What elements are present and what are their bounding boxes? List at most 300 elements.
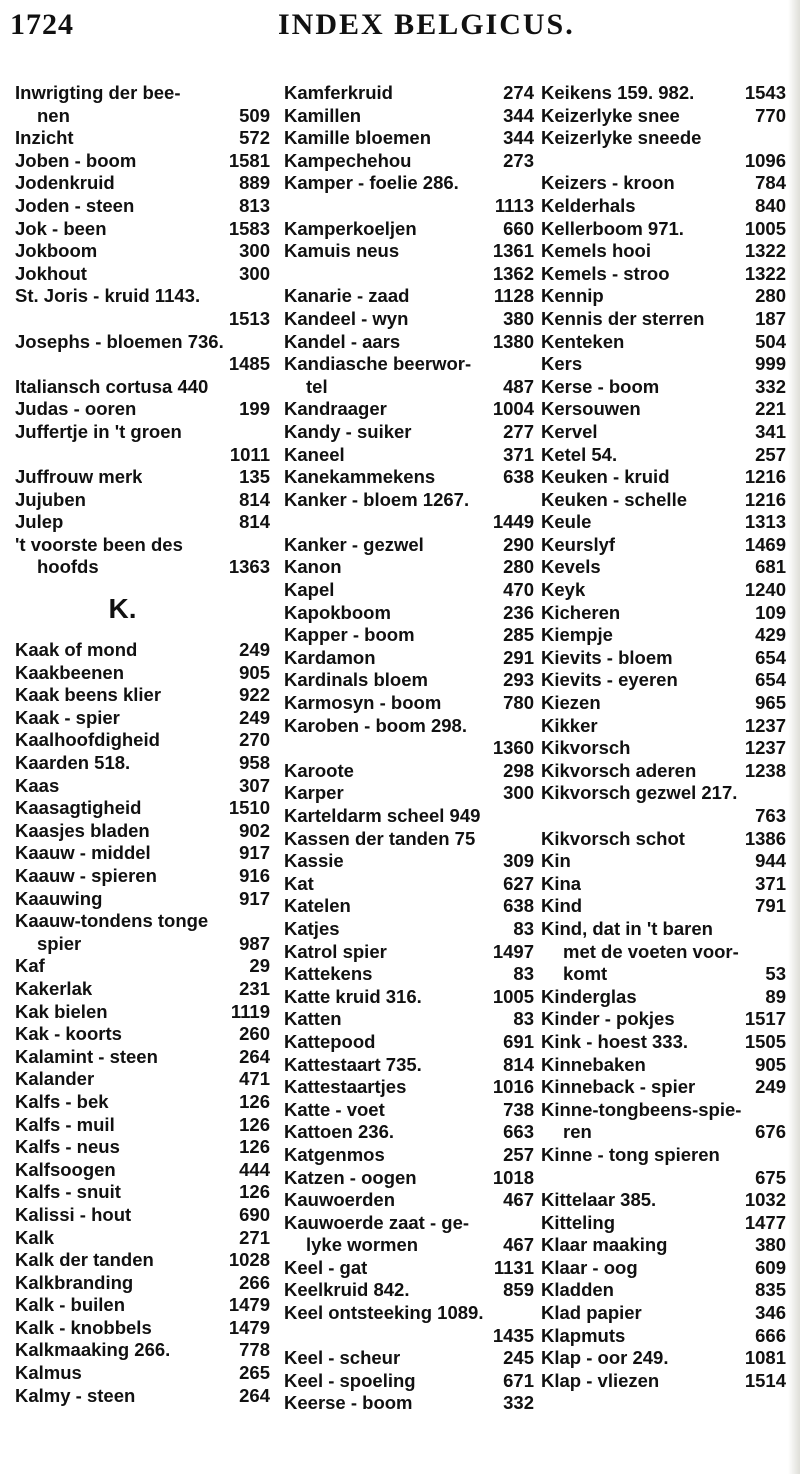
index-entry [541,918,786,941]
index-entry [541,1257,786,1280]
entry-page-ref: 307 [239,774,270,796]
entry-page-ref: 109 [755,601,786,623]
index-entry [284,105,534,128]
entry-page-ref: 89 [765,985,786,1007]
entry-term: Jokboom [15,240,98,262]
index-entry [15,376,270,399]
entry-term: Kittelaar 385. [541,1189,657,1211]
index-entry [284,986,534,1009]
entry-term: Judas - ooren [15,398,137,420]
entry-page-ref: 260 [239,1023,270,1045]
entry-term: Keel ontsteeking 1089. [284,1302,484,1324]
entry-term: Kampechehou [284,149,412,171]
entry-page-ref: 344 [503,127,534,149]
index-entry [541,534,786,557]
entry-page-ref: 245 [503,1347,534,1369]
index-entry [284,534,534,557]
entry-page-ref: 298 [503,759,534,781]
index-entry [15,1294,270,1317]
entry-term: Kaauw-tondens tonge [15,910,209,932]
index-entry [15,1159,270,1182]
entry-page-ref: 835 [755,1279,786,1301]
entry-term: Karoote [284,759,354,781]
section-heading: K. [108,592,137,624]
entry-page-ref: 691 [503,1030,534,1052]
entry-page-ref: 290 [503,533,534,555]
entry-term: Kandel - aars [284,330,401,352]
entry-page-ref: 371 [503,443,534,465]
entry-page-ref: 83 [513,963,534,985]
entry-term: Kalk - knobbels [15,1316,152,1338]
index-entry [15,888,270,911]
entry-term: Keizerlyke sneede [541,127,702,149]
page-edge-shadow [788,0,800,1474]
entry-term: Kassie [284,850,344,872]
entry-page-ref: 1543 [744,82,786,103]
entry-term: Keelkruid 842. [284,1279,410,1301]
entry-page-ref: 654 [755,646,786,668]
entry-term: Kaauw - spieren [15,865,157,886]
index-entry [284,1121,534,1144]
entry-page-ref: 1237 [744,714,786,736]
entry-term: Kaasagtigheid [15,797,142,819]
entry-term: Karper [284,782,344,804]
index-entry [541,737,786,760]
entry-page-ref: 504 [755,330,786,352]
index-entry [15,150,270,173]
entry-page-ref: 300 [503,782,534,804]
entry-page-ref: 889 [239,172,270,194]
index-entry [284,150,534,173]
entry-term: Kalmus [15,1362,82,1384]
index-entry [541,986,786,1009]
entry-page-ref: 917 [239,842,270,864]
index-entry [541,760,786,783]
entry-term: Kinne - tong spieren [541,1143,720,1165]
entry-page-ref: 1435 [492,1324,534,1346]
entry-page-ref: 346 [755,1302,786,1324]
entry-term: Keuken - kruid [541,466,670,488]
entry-term: Katrol spier [284,940,387,962]
index-entry [284,1392,534,1415]
entry-page-ref: 509 [239,104,270,126]
index-entry [284,263,534,286]
entry-term: Kiempje [541,624,613,646]
index-entry [284,828,534,851]
index-column-2 [284,82,534,1415]
entry-term: Kattekens [284,963,373,985]
index-entry [284,963,534,986]
index-entry [15,1114,270,1137]
entry-term: Kervel [541,420,598,442]
entry-term: Kanon [284,556,342,578]
entry-term: Kind [541,895,583,917]
entry-term: Kellerboom 971. [541,217,684,239]
entry-term: Klaar maaking [541,1234,668,1256]
entry-page-ref: 813 [239,194,270,216]
entry-page-ref: 249 [239,706,270,728]
entry-page-ref: 1514 [744,1369,786,1391]
entry-page-ref: 965 [755,692,786,714]
index-entry [15,1091,270,1114]
index-entry [541,1325,786,1348]
entry-page-ref: 380 [755,1234,786,1256]
index-entry [15,639,270,662]
index-column-1 [15,82,270,1407]
entry-page-ref: 905 [239,661,270,683]
entry-term: Inzicht [15,127,74,149]
index-entry [15,1385,270,1408]
index-entry [15,398,270,421]
index-column-3 [541,82,786,1392]
index-entry [541,353,786,376]
index-entry [284,647,534,670]
index-entry [541,331,786,354]
index-entry [15,1181,270,1204]
entry-page-ref: 467 [503,1189,534,1211]
entry-page-ref: 444 [239,1158,270,1180]
entry-term: Kat [284,872,314,894]
index-entry [541,715,786,738]
index-entry [541,263,786,286]
entry-term: Karteldarm scheel 949 [284,805,481,826]
index-entry [541,1167,786,1190]
entry-term: Karoben - boom 298. [284,714,467,736]
entry-page-ref: 944 [755,850,786,872]
entry-term: Karmosyn - boom [284,692,442,714]
entry-term: nen [37,104,70,126]
entry-term: Kevels [541,556,601,578]
entry-term: Klapmuts [541,1324,626,1346]
entry-term: Keule [541,511,592,533]
entry-term: Keikens 159. 982. [541,82,695,103]
entry-page-ref: 300 [239,240,270,262]
entry-term: Kak - koorts [15,1023,122,1045]
entry-page-ref: 309 [503,850,534,872]
entry-term: Katzen - oogen [284,1166,417,1188]
entry-term: Kin [541,850,571,872]
entry-term: Kikvorsch aderen [541,759,697,781]
entry-term: Katte - voet [284,1098,385,1120]
index-entry [15,331,270,354]
entry-page-ref: 627 [503,872,534,894]
entry-page-ref: 126 [239,1113,270,1135]
index-entry [541,376,786,399]
entry-page-ref: 1032 [744,1189,786,1211]
entry-page-ref: 332 [503,1392,534,1414]
entry-term: met de voeten voor- [563,940,739,962]
index-entry [541,579,786,602]
entry-page-ref: 249 [755,1076,786,1098]
entry-term: Kennis der sterren [541,307,705,329]
entry-page-ref: 126 [239,1136,270,1158]
entry-page-ref: 285 [503,624,534,646]
index-entry [15,489,270,512]
entry-term: Kinnebaken [541,1053,646,1075]
entry-term: Kakerlak [15,977,93,999]
entry-term: Kaakbeenen [15,661,124,683]
entry-page-ref: 1081 [744,1347,786,1369]
index-entry [15,1339,270,1362]
entry-term: Kattestaart 735. [284,1053,422,1075]
entry-page-ref: 280 [503,556,534,578]
entry-term: Kamille bloemen [284,127,432,149]
entry-term: Katjes [284,917,340,939]
entry-term: Kaarden 518. [15,752,131,774]
entry-page-ref: 784 [755,172,786,194]
index-entry [15,105,270,128]
index-entry [541,1099,786,1122]
entry-page-ref: 1119 [230,1000,270,1022]
index-entry [284,579,534,602]
index-entry [15,556,270,579]
entry-page-ref: 380 [503,307,534,329]
index-entry [541,127,786,150]
entry-term: Klad papier [541,1302,642,1324]
index-entry [284,398,534,421]
index-entry [541,398,786,421]
index-entry [541,172,786,195]
entry-page-ref: 29 [249,955,270,977]
index-entry [541,805,786,828]
index-entry [541,1054,786,1077]
index-entry [15,752,270,775]
index-entry [541,421,786,444]
index-entry [541,1008,786,1031]
entry-term: Kamuis neus [284,240,400,262]
index-entry [541,692,786,715]
entry-page-ref: 1380 [492,330,534,352]
entry-page-ref: 53 [765,963,786,985]
entry-page-ref: 1237 [744,737,786,759]
index-entry [541,782,786,805]
entry-page-ref: 1028 [228,1249,270,1271]
entry-page-ref: 814 [503,1053,534,1075]
entry-page-ref: 1362 [492,262,534,284]
entry-term: Kauwoerde zaat - ge- [284,1211,470,1233]
index-entry [541,850,786,873]
entry-term: Kak bielen [15,1000,108,1022]
entry-term: Kalk [15,1226,55,1248]
entry-term: Kladden [541,1279,614,1301]
index-entry [284,737,534,760]
index-entry [15,195,270,218]
entry-page-ref: 666 [755,1324,786,1346]
index-entry [284,1008,534,1031]
index-entry [541,1212,786,1235]
index-entry [284,489,534,512]
entry-term: 't voorste been des [15,533,183,555]
entry-term: Julep [15,511,64,533]
index-entry [284,376,534,399]
entry-term: Kievits - eyeren [541,669,678,691]
entry-page-ref: 1510 [228,797,270,819]
entry-term: Katte kruid 316. [284,985,422,1007]
entry-term: Kaf [15,955,45,977]
entry-term: ren [563,1121,592,1143]
entry-term: Kers [541,353,583,375]
page-number: 1724 [10,8,74,41]
entry-page-ref: 83 [513,917,534,939]
index-entry [284,1076,534,1099]
index-entry [284,218,534,241]
index-entry [15,308,270,331]
index-entry [541,941,786,964]
entry-term: Kikvorsch schot [541,827,685,849]
entry-page-ref: 1004 [492,398,534,420]
entry-term: Jokhout [15,262,87,284]
entry-page-ref: 681 [755,556,786,578]
index-entry [284,195,534,218]
entry-term: Kievits - bloem [541,646,673,668]
entry-term: Kamperkoeljen [284,217,417,239]
entry-page-ref: 221 [755,398,786,420]
entry-term: Kalfs - snuit [15,1181,121,1203]
entry-page-ref: 300 [239,262,270,284]
index-entry [15,797,270,820]
entry-term: Klap - oor 249. [541,1347,669,1369]
entry-page-ref: 676 [755,1121,786,1143]
entry-term: Kinder - pokjes [541,1008,675,1030]
index-entry [284,444,534,467]
entry-term: Kink - hoest 333. [541,1030,689,1052]
index-entry [284,240,534,263]
entry-term: Kalkmaaking 266. [15,1339,171,1361]
index-entry [541,105,786,128]
entry-term: Kalk der tanden [15,1249,154,1271]
entry-term: Jodenkruid [15,172,115,194]
index-entry [15,842,270,865]
entry-term: Kalamint - steen [15,1045,158,1067]
entry-page-ref: 264 [239,1045,270,1067]
index-entry [15,218,270,241]
entry-page-ref: 1386 [744,827,786,849]
index-entry [284,715,534,738]
index-entry [541,828,786,851]
index-entry [284,805,534,828]
entry-term: Kamferkruid [284,82,393,103]
entry-term: Kapel [284,579,335,601]
entry-term: Joben - boom [15,149,137,171]
entry-page-ref: 265 [239,1362,270,1384]
entry-term: Kicheren [541,601,621,623]
entry-term: St. Joris - kruid 1143. [15,285,201,307]
entry-page-ref: 638 [503,466,534,488]
entry-page-ref: 1449 [492,511,534,533]
entry-term: Juffertje in 't groen [15,420,182,442]
entry-page-ref: 1113 [494,194,534,216]
index-entry [541,1189,786,1212]
entry-page-ref: 780 [503,692,534,714]
entry-term: Kind, dat in 't baren [541,917,713,939]
index-entry [284,1167,534,1190]
entry-page-ref: 1005 [492,985,534,1007]
entry-page-ref: 1505 [744,1030,786,1052]
entry-term: Kandiasche beerwor- [284,353,472,375]
entry-page-ref: 429 [755,624,786,646]
index-entry [284,1302,534,1325]
entry-term: Kitteling [541,1211,615,1233]
index-entry [284,1325,534,1348]
index-entry [284,466,534,489]
index-entry [15,1136,270,1159]
index-entry [284,669,534,692]
index-entry [15,955,270,978]
entry-term: Kauwoerden [284,1189,396,1211]
index-entry [541,1279,786,1302]
index-entry [15,1046,270,1069]
entry-page-ref: 814 [239,511,270,533]
entry-page-ref: 902 [239,819,270,841]
entry-term: Kamillen [284,104,362,126]
index-entry [541,218,786,241]
entry-term: Keerse - boom [284,1392,413,1414]
index-entry [541,1144,786,1167]
index-entry [15,1249,270,1272]
entry-term: Juffrouw merk [15,466,143,488]
entry-page-ref: 293 [503,669,534,691]
entry-term: Klap - vliezen [541,1369,660,1391]
entry-page-ref: 690 [239,1203,270,1225]
entry-term: Kaak beens klier [15,684,162,706]
entry-page-ref: 1361 [492,240,534,262]
index-entry [541,489,786,512]
entry-page-ref: 341 [755,420,786,442]
index-entry [541,195,786,218]
index-entry [284,1189,534,1212]
entry-page-ref: 1513 [228,307,270,329]
index-entry [15,910,270,933]
entry-page-ref: 371 [755,872,786,894]
entry-term: Italiansch cortusa 440 [15,375,209,397]
entry-term: Kikvorsch gezwel 217. [541,782,738,804]
entry-term: Kalissi - hout [15,1203,132,1225]
entry-page-ref: 671 [503,1369,534,1391]
entry-page-ref: 126 [239,1090,270,1112]
entry-page-ref: 1131 [493,1256,534,1278]
index-entry [541,1347,786,1370]
entry-page-ref: 1322 [744,262,786,284]
entry-term: Kandy - suiker [284,420,412,442]
index-entry [15,1227,270,1250]
index-entry [284,172,534,195]
index-entry [541,1370,786,1393]
entry-page-ref: 1363 [228,556,270,578]
entry-term: Kemels hooi [541,240,651,262]
index-entry [541,466,786,489]
entry-page-ref: 274 [503,82,534,103]
entry-page-ref: 763 [755,805,786,826]
entry-term: Kalk - builen [15,1294,125,1316]
index-entry [15,978,270,1001]
entry-page-ref: 1477 [744,1211,786,1233]
index-entry [15,1068,270,1091]
entry-page-ref: 187 [755,307,786,329]
entry-term: Kinderglas [541,985,637,1007]
entry-term: Kaalhoofdigheid [15,729,160,751]
index-entry [15,729,270,752]
entry-page-ref: 271 [239,1226,270,1248]
entry-page-ref: 905 [755,1053,786,1075]
entry-term: Kinne-tongbeens-spie- [541,1098,742,1120]
index-entry [284,556,534,579]
entry-page-ref: 791 [755,895,786,917]
index-entry [15,1317,270,1340]
entry-page-ref: 1360 [492,737,534,759]
index-entry [284,127,534,150]
entry-page-ref: 1016 [492,1076,534,1098]
entry-page-ref: 270 [239,729,270,751]
